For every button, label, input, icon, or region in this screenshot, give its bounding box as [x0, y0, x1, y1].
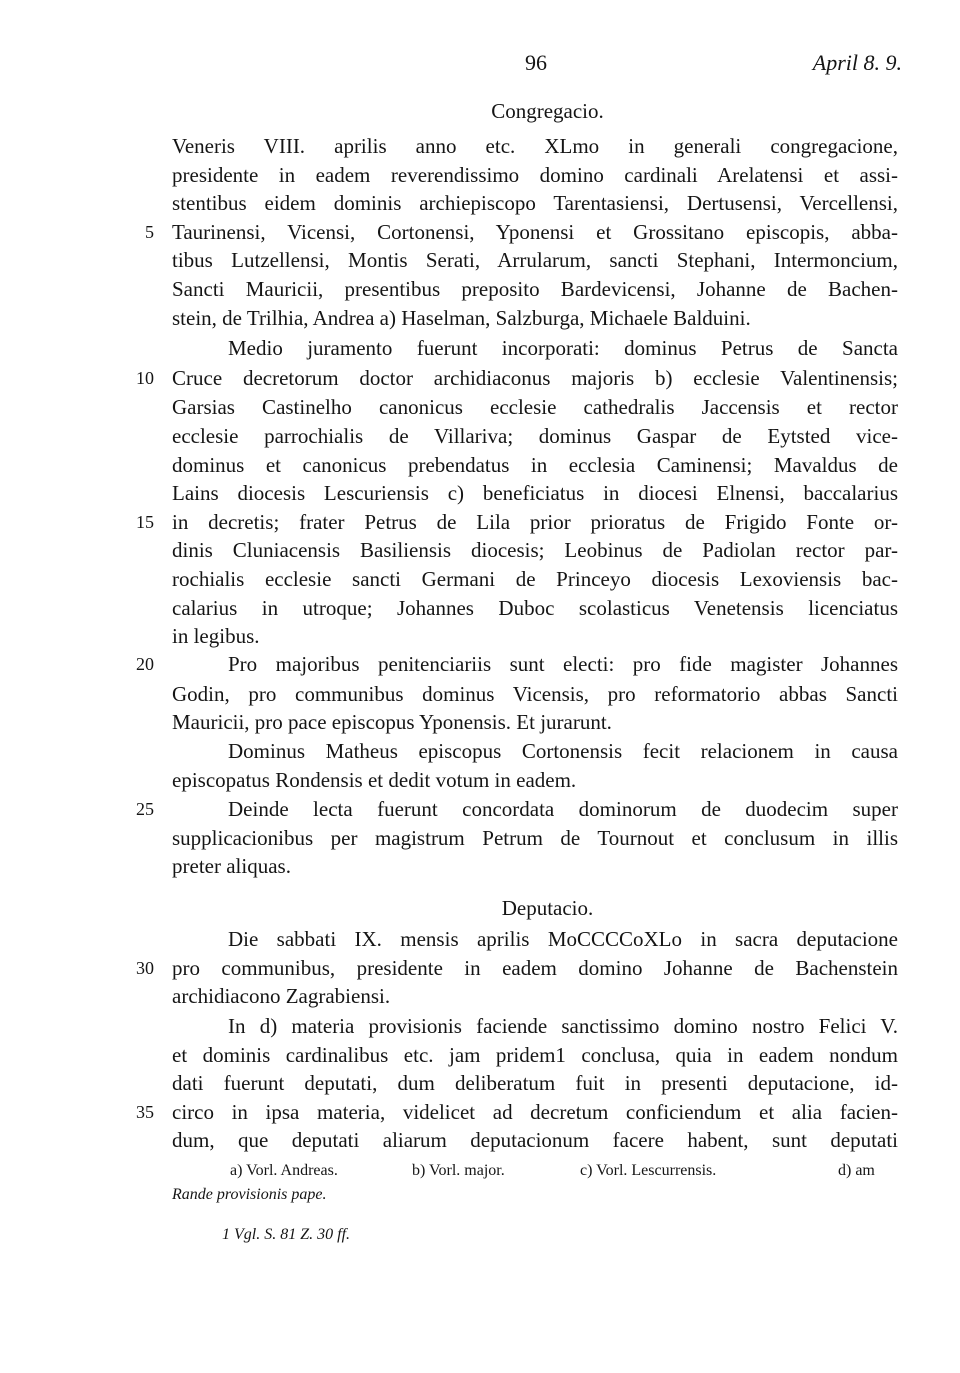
text-line: tibus Lutzellensi, Montis Serati, Arrularum, sancti Stephani, Intermoncium, [172, 248, 898, 272]
line-number: 35 [136, 1102, 154, 1122]
footnote-a: a) Vorl. Andreas. [230, 1162, 338, 1179]
text-line: et dominis cardinalibus etc. jam pridem1 conclusa, quia in eadem nondum [172, 1043, 898, 1067]
footnote-1: 1 Vgl. S. 81 Z. 30 ff. [222, 1226, 351, 1243]
text-line: rochialis ecclesie sancti Germani de Princeyo diocesis Lexoviensis bac- [172, 567, 898, 591]
text-line: Garsias Castinelho canonicus ecclesie cathedralis Jaccensis et rector [172, 395, 898, 419]
text-line: stein, de Trilhia, Andrea a) Haselman, Salzburga, Michaele Balduini. [172, 306, 751, 330]
line-number: 10 [136, 368, 154, 388]
text-line: episcopatus Rondensis et dedit votum in eadem. [172, 768, 577, 792]
running-head: April 8. 9. [812, 50, 902, 75]
text-line: dati fuerunt deputati, dum deliberatum fuit in presenti deputacione, id- [172, 1071, 898, 1095]
text-line: in decretis; frater Petrus de Lila prior prioratus de Frigido Fonte or- [172, 510, 898, 534]
line-number: 15 [136, 512, 154, 532]
text-line: Congregacio. [491, 99, 604, 123]
text-line: Dominus Matheus episcopus Cortonensis fecit relacionem in causa [228, 739, 898, 763]
text-line: Mauricii, pro pace episcopus Yponensis. Et jurarunt. [172, 710, 612, 734]
text-line: pro communibus, presidente in eadem domino Johanne de Bachenstein [172, 956, 898, 980]
line-number: 20 [136, 654, 154, 674]
text-line: stentibus eidem dominis archiepiscopo Tarentasiensi, Dertusensi, Vercellensi, [172, 191, 898, 215]
text-line: Deputacio. [501, 896, 594, 920]
page-header [0, 50, 960, 84]
footnote-d: d) am [838, 1162, 875, 1179]
text-line: Cruce decretorum doctor archidiaconus majoris b) ecclesie Valentinensis; [172, 366, 898, 390]
text-line: dinis Cluniacensis Basiliensis diocesis; Leobinus de Padiolan rector par- [172, 538, 898, 562]
footnote-b: b) Vorl. major. [412, 1162, 505, 1179]
text-line: Medio juramento fuerunt incorporati: dominus Petrus de Sancta [228, 336, 898, 360]
text-line: Pro majoribus penitenciariis sunt electi: pro fide magister Johannes [228, 652, 898, 676]
page-number: 96 [525, 50, 547, 75]
text-line: supplicacionibus per magistrum Petrum de Tournout et conclusum in illis [172, 826, 898, 850]
text-line: ecclesie parrochialis de Villariva; dominus Gaspar de Eytsted vice- [172, 424, 898, 448]
line-number: 30 [136, 958, 154, 978]
text-line: dum, que deputati aliarum deputacionum facere habent, sunt deputati [172, 1128, 898, 1152]
text-line: in legibus. [172, 624, 260, 648]
text-line: dominus et canonicus prebendatus in ecclesia Caminensi; Mavaldus de [172, 453, 898, 477]
footnote-d-continuation: Rande provisionis pape. [172, 1186, 327, 1203]
text-line: In d) materia provisionis faciende sanctissimo domino nostro Felici V. [228, 1014, 898, 1038]
footnote-c: c) Vorl. Lescurrensis. [580, 1162, 717, 1179]
line-number: 5 [145, 222, 154, 242]
text-line: Godin, pro communibus dominus Vicensis, pro reformatorio abbas Sancti [172, 682, 898, 706]
text-line: archidiacono Zagrabiensi. [172, 984, 391, 1008]
text-line: circo in ipsa materia, videlicet ad decretum conficiendum et alia facien- [172, 1100, 898, 1124]
text-line: calarius in utroque; Johannes Duboc scolasticus Venetensis licenciatus [172, 596, 898, 620]
text-line: preter aliquas. [172, 854, 291, 878]
text-line: Lains diocesis Lescuriensis c) beneficiatus in diocesi Elnensi, baccalarius [172, 481, 898, 505]
text-line: Taurinensi, Vicensi, Cortonensi, Yponensi et Grossitano episcopis, abba- [172, 220, 898, 244]
text-line: Sancti Mauricii, presentibus preposito Bardevicensi, Johanne de Bachen- [172, 277, 898, 301]
text-line: Die sabbati IX. mensis aprilis MoCCCCoXLo in sacra deputacione [228, 927, 898, 951]
text-line: presidente in eadem reverendissimo domino cardinali Arelatensi et assi- [172, 163, 898, 187]
line-number: 25 [136, 799, 154, 819]
text-line: Veneris VIII. aprilis anno etc. XLmo in generali congregacione, [172, 134, 898, 158]
text-line: Deinde lecta fuerunt concordata dominorum de duodecim super [228, 797, 898, 821]
